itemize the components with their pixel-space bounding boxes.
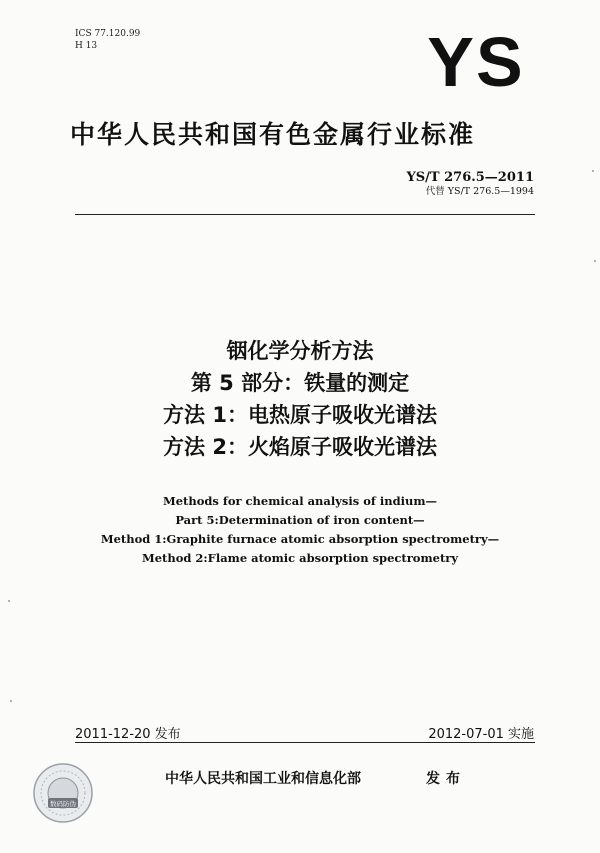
english-title-line-3: Method 1:Graphite furnace atomic absorption spectrometry— [100,532,500,546]
scan-speck [10,700,12,702]
scan-speck [592,170,594,172]
chinese-title-line-3: 方法 1：电热原子吸收光谱法 [163,403,437,427]
standard-title: 中华人民共和国有色金属行业标准 [70,120,476,149]
chinese-title-line-4: 方法 2：火焰原子吸收光谱法 [163,435,437,459]
issue-date: 2011-12-20 发布 [75,727,181,742]
implementation-date: 2012-07-01 实施 [428,727,534,742]
standard-number-block [406,170,534,198]
chinese-title-line-1: 铟化学分析方法 [226,339,374,363]
seal-text: 数码防伪 [50,800,76,808]
english-title [0,492,600,568]
anti-counterfeit-seal-icon [32,762,94,824]
chinese-title-line-2: 第 5 部分：铁量的测定 [190,371,410,395]
ys-logo-text: YS [427,30,525,92]
ys-logo [420,30,532,92]
english-title-line-2: Part 5:Determination of iron content— [175,513,425,527]
classification-codes [75,28,140,52]
bottom-divider [75,742,535,743]
top-divider [75,214,535,215]
scan-speck [8,600,10,602]
replaces-note: 代替 YS/T 276.5—1994 [425,186,534,197]
scan-speck [594,260,596,262]
publish-label: 发布 [426,771,466,787]
english-title-line-1: Methods for chemical analysis of indium— [162,494,438,508]
english-title-line-4: Method 2:Flame atomic absorption spectrometry [142,551,458,565]
standard-number: YS/T 276.5—2011 [406,170,534,185]
ccs-code: H 13 [75,41,98,51]
chinese-title [0,335,600,463]
publisher-name: 中华人民共和国工业和信息化部 [165,771,361,787]
ics-code: ICS 77.120.99 [75,29,141,39]
